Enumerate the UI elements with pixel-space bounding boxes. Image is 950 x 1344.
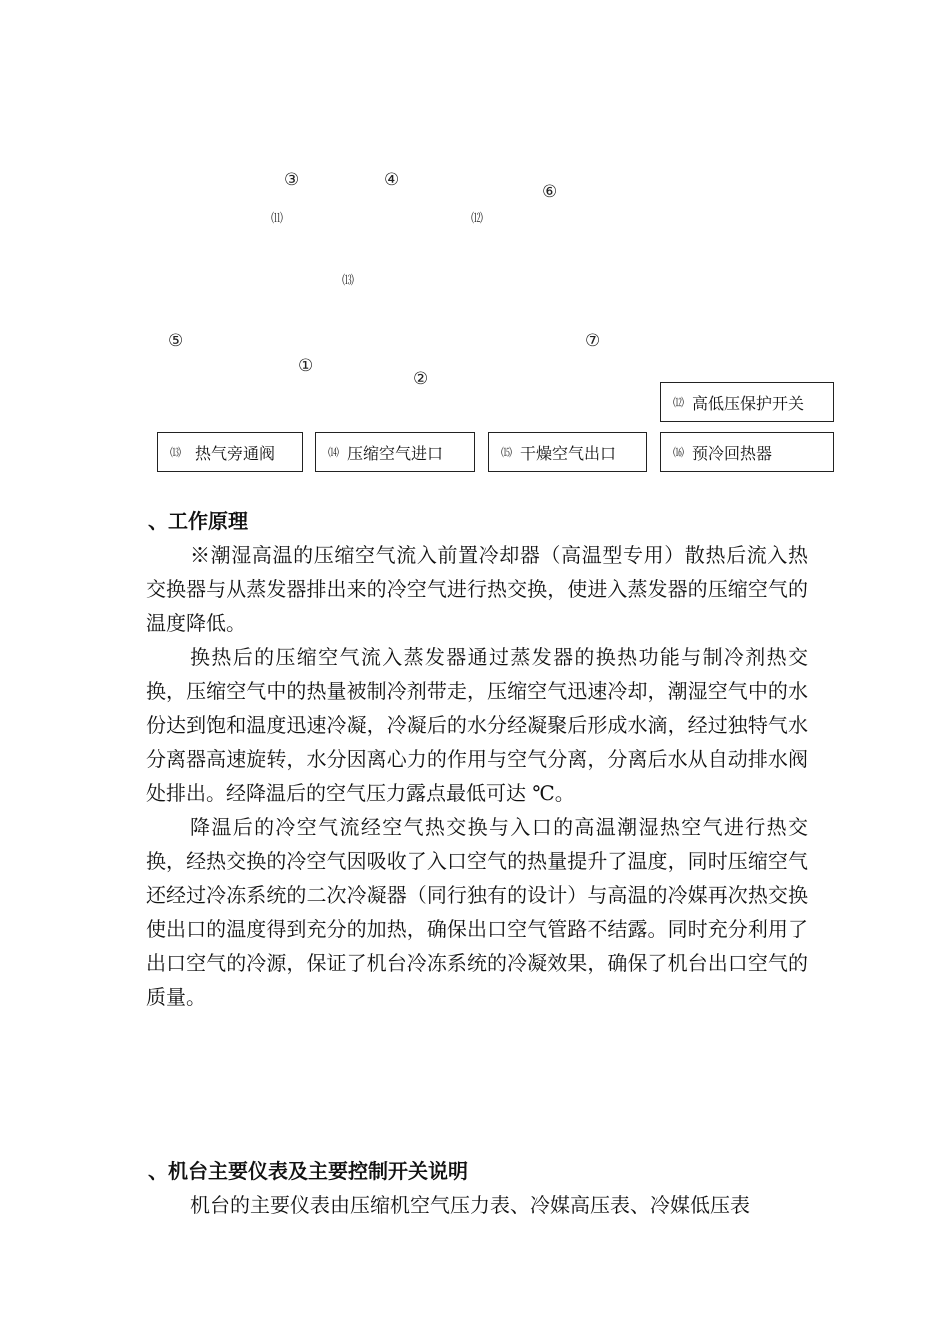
legend-label: 热气旁通阀 [195,443,276,463]
legend-item-pressure-switch [660,382,834,422]
marker-5: ⑤ [168,331,184,351]
legend-item-pre-cooler-reheater [660,432,834,472]
paragraph: 降温后的冷空气流经空气热交换与入口的高温潮湿热空气进行热交换，经热交换的冷空气因吸收了入口空气的热量提升了温度，同时压缩空气还经过冷冻系统的二次冷凝器（同行独有的设计）与高温的冷媒再次热交换使出口的温度得到充分的加热，确保出口空气管路不结露。同时充分利用了出口空气的冷源，保证了机台冷冻系统的冷凝效果，确保了机台出口空气的质量。 [146,815,808,1009]
marker-6: ⑥ [542,182,558,202]
section-body-instruments [146,1188,808,1222]
paragraph: ※潮湿高温的压缩空气流入前置冷却器（高温型专用）散热后流入热交换器与从蒸发器排出来的冷空气进行热交换，使进入蒸发器的压缩空气的温度降低。 [146,543,808,635]
legend-label: 高低压保护开关 [692,393,805,413]
marker-3: ③ [284,170,300,190]
section-heading-working-principle: 、工作原理 [148,509,248,533]
paragraph: 换热后的压缩空气流入蒸发器通过蒸发器的换热功能与制冷剂热交换，压缩空气中的热量被制冷剂带走，压缩空气迅速冷却，潮湿空气中的水份达到饱和温度迅速冷凝，冷凝后的水分经凝聚后形成水滴，经过独特气水分离器高速旋转，水分因离心力的作用与空气分离，分离后水从自动排水阀处排出。经降温后的空气压力露点最低可达 ℃。 [146,645,808,805]
legend-number: ⒂ [501,446,512,459]
marker-12: ⑿ [471,211,484,225]
legend-item-dry-air-outlet [488,432,647,472]
legend-number: ⑿ [673,396,684,409]
marker-7: ⑦ [585,331,601,351]
marker-2: ② [413,369,429,389]
legend-label: 干燥空气出口 [520,443,617,463]
legend-number: ⒁ [328,446,339,459]
legend-number: ⒀ [170,446,181,459]
legend-item-hot-gas-bypass [157,432,303,472]
legend-label: 压缩空气进口 [347,443,444,463]
marker-11: ⑾ [271,211,284,225]
marker-4: ④ [384,170,400,190]
legend-label: 预冷回热器 [692,443,773,463]
marker-1: ① [298,356,314,376]
marker-13: ⒀ [342,273,355,287]
legend-number: ⒃ [673,446,684,459]
legend-item-air-inlet [315,432,475,472]
paragraph: 机台的主要仪表由压缩机空气压力表、冷媒高压表、冷媒低压表 [190,1193,750,1217]
section-body-working-principle [146,538,808,1014]
section-heading-instruments: 、机台主要仪表及主要控制开关说明 [148,1159,468,1183]
